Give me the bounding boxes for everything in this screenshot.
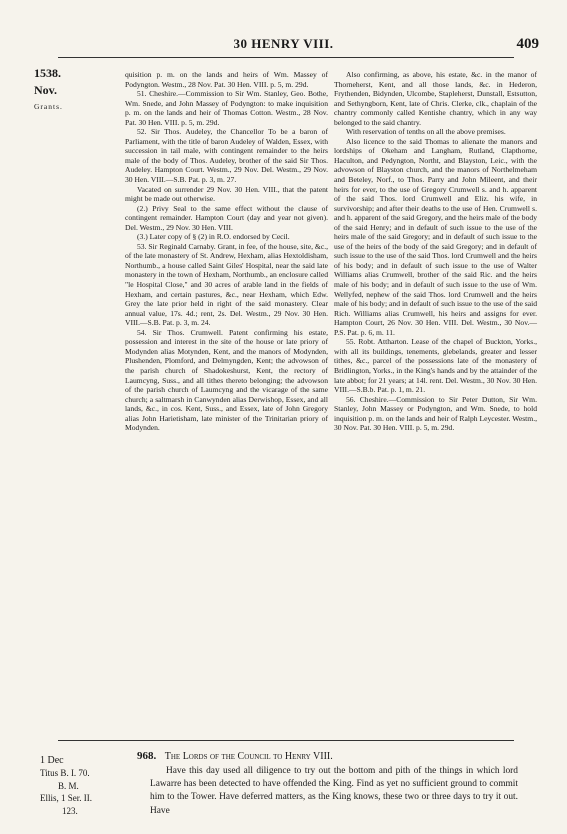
- paragraph: (3.) Later copy of § (2) in R.O. endorsed by Cecil.: [137, 232, 290, 242]
- sidebar-year: 1538.: [34, 66, 61, 80]
- letter-reference: Titus B. I. 70.: [40, 768, 90, 779]
- paragraph: 54. Sir Thos. Crumwell. Patent confirming his estate, possession and interest in the site of the house or late priory of Modynden alias Motynden, Kent, and the manors of Modynden, Plushenden, Plomford, and Delmyngden, Kent; the advowson of the parish church of Shadokeshurst, Kent, the rectory of Laumcyng, Suss., and all tithes thereto belonging; the advowson of the parish church of Laumcyng and the vicarage of the same church; a saltmarsh in Canwynden alias Derwishop, Essex, and all lands, &c., in cos. Kent, Suss., and Essex, late of John Gregory alias John Harietisham, late minister of the Trinitarian priory of Modynden.: [125, 327, 328, 433]
- paragraph: 53. Sir Reginald Carnaby. Grant, in fee, of the house, site, &c., of the late monastery of St. Andrew, Hexham, alias Hextoldisham, Northumb., a house called Saint Giles' Hospital, near the said late monastery in the town of Hexham, Northumb., an enclosure called "le Hospital Close," and 30 acres of arable land in the fields of Hexham, and certain pastures, &c., near Hexham, which Edw. Grey the late prior held in right of the said monastery. Clear annual value, 17s. 4d.; rent, 2s. Del. Westm., 29 Nov. 30 Hen. VIII.—S.B. Pat. p. 3, m. 24.: [125, 241, 328, 328]
- header-rule: [58, 57, 514, 58]
- paragraph: 55. Robt. Attharton. Lease of the chapel of Buckton, Yorks., with all its buildings, tenements, glebelands, greater and lesser tithes, &c., parcel of the possessions late of the monastery of Bridlington, Yorks., in the King's hands and by the attainder of the late abbot; for 21 years; at 14l. rent. Del. Westm., 30 Nov. 30 Hen. VIII.—S.B.b. Pat. p. 1, m. 21.: [334, 337, 537, 395]
- page-header: [0, 36, 567, 54]
- paragraph: With reservation of tenths on all the above premises.: [346, 127, 506, 137]
- paragraph: quisition p. m. on the lands and heirs of Wm. Massey of Podyngton. Westm., 28 Nov. Pat. 30 Hen. VIII. p. 5, m. 29d.: [125, 70, 328, 89]
- paragraph: (2.) Privy Seal to the same effect without the clause of contingent remainder. Hampton Court (day and year not given). Del. Westm., 29 Nov. 30 Hen. VIII.: [125, 203, 328, 232]
- letter-reference: B. M.: [58, 780, 79, 791]
- left-column: [125, 70, 328, 433]
- paragraph: 56. Cheshire.—Commission to Sir Peter Dutton, Sir Wm. Stanley, John Massey or Podyngton, and Wm. Snede, to hold inquisition p. m. on the lands and heir of Ralph Leycester. Westm., 30 Nov. Pat. 30 Hen. VIII. p. 5, m. 29d.: [334, 394, 537, 433]
- paragraph: 51. Cheshire.—Commission to Sir Wm. Stanley, Geo. Bothe, Wm. Snede, and John Massey of Podyngton: to make inquisition p. m. on the lands and heir of Thomas Cotton. Westm., 28 Nov. Pat. 30 Hen. VIII. p. 5, m. 29d.: [125, 89, 328, 127]
- right-column: [334, 70, 537, 433]
- margin-sidebar: [34, 66, 114, 111]
- letter-reference: 123.: [62, 805, 78, 816]
- letter-margin-notes: [40, 755, 120, 817]
- paragraph: Vacated on surrender 29 Nov. 30 Hen. VIII., that the patent might be made out otherwise.: [125, 184, 328, 204]
- paragraph: 52. Sir Thos. Audeley, the Chancellor To be a baron of Parliament, with the title of baron Audeley of Walden, Essex, with succession in tail male, with contingent remainder to the heirs male of the body of Thos. Audeley, brother of the said Sir Thos. Audeley. Hampton Court. Westm., 29 Nov. Del. Westm., 29 Nov. 30 Hen. VIII.—S.B. Pat. p. 3, m. 27.: [125, 127, 328, 185]
- letter-heading: [137, 750, 333, 762]
- sidebar-month: Nov.: [34, 83, 58, 97]
- sidebar-section: Grants.: [34, 102, 63, 111]
- letter-date: 1 Dec: [40, 755, 64, 766]
- running-title: 30 HENRY VIII.: [233, 36, 334, 51]
- letter-reference: Ellis, 1 Ser. II.: [40, 793, 92, 804]
- paragraph: Also confirming, as above, his estate, &c. in the manor of Thorneherst, Kent, and all those lands, &c. in Hederon, Frythenden, Bidynden, Ulcombe, Stapleherst, Dunstall, Estsutton, and Sethyngborn, Kent, late of Chris. Clerke, clk., chaplain of the chantry commonly called Kentishe chantry, which in any way belonged to the said chantry.: [334, 70, 537, 127]
- paragraph: Also licence to the said Thomas to alienate the manors and lordships of Okeham and Langham, Rutland, Clapthorne, Haculton, and Pedyngton, Northt, and Blayston, Leic., with the advowson of Blayston church, and the manors of Northelmeham and Beteley, Norf., to Thos. Parry and John Mileent, and their heirs for ever, to the use of Gregory Crumwell s. and h. apparent of the said Thos. lord Crumwell and Eliz. his wife, in survivorship; and after their deaths to the use of Hen. Crumwell s. and h. apparent of the said Gregory, and the heirs male of the body of the said Henry; and in default of such issue to the use of the heirs male of the said Gregory; and in default of such issue to the use of the heirs of the body of the said Gregory; and in default of such issue to the use of the said Thos. lord Crumwell and the heirs of his body; and in default of such issue to the use of Walter Williams alias Crumwell, brother of the said Ric. and the heirs male of his body; and in default of such issue to the use of Wm. Wellyfed, nephew of the said Thos. lord Crumwell and the heirs male of his body; and in default of such issue to the use of the said Rich. Williams alias Crumwell, his heirs and assigns for ever. Hampton Court, 26 Nov. 30 Hen. VIII. Del. Westm., 30 Nov.—P.S. Pat. p. 6, m. 11.: [334, 136, 537, 337]
- letter-number: 968.: [137, 750, 157, 762]
- section-rule: [58, 740, 514, 741]
- letter-body: Have this day used all diligence to try out the bottom and pith of the things in which lord Lawarre has been detected to have offended the King. Find as yet no sufficient ground to commit him to the Tower. Have deferred matters, as the King knows, these two or three days to try it out. Have: [150, 766, 518, 816]
- page-number: 409: [516, 36, 539, 52]
- letter-title: The Lords of the Council to Henry VIII.: [164, 751, 333, 762]
